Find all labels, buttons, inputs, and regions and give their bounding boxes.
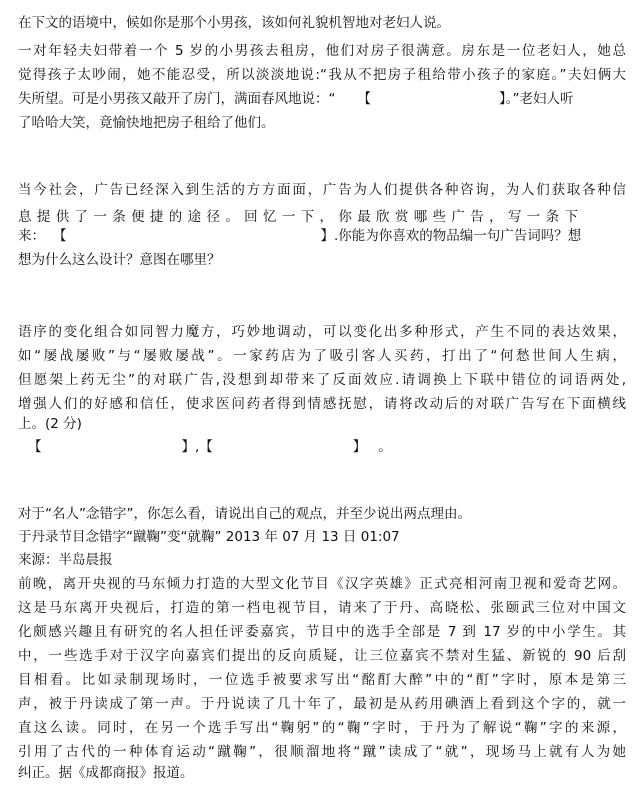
q2-paragraph-tail: .你能为你喜欢的物品编一句广告词吗？想 <box>334 228 582 244</box>
q4-source: 来源：半岛晨报 <box>18 552 113 568</box>
q2-bracket-open: 【 <box>53 228 67 244</box>
q3-paragraph-line: 增强人们的好感和信任，使求医问药者得到情感抚慰，请将改动后的对联广告写在下面横线 <box>18 396 626 412</box>
q3-answer-line <box>28 436 588 458</box>
q4-article-line: 纠正。据《成都商报》报道。 <box>18 765 194 781</box>
q4-article-line: 前晚，离开央视的马东倾力打造的大型文化节目《汉字英雄》正式亮相河南卫视和爱奇艺网。 <box>18 576 626 592</box>
q3-end-mark: 。 <box>378 439 392 455</box>
q1-paragraph-line: 了哈哈大笑，竟愉快地把房子租给了他们。 <box>18 115 275 131</box>
q4-article-line: 目相看。比如录制现场时，一位选手被要求写出“酩酊大醉”中的“酊”字时，原本是第三 <box>18 672 626 688</box>
q1-bracket-open: 【 <box>357 91 371 107</box>
q4-article-line: 引用了古代的一种体育运动“蹴鞠”，很顺溜地将“蹴”读成了“就”，现场马上就有人为她 <box>18 744 626 760</box>
q3-separator: , <box>195 439 200 455</box>
q4-article-line: 中，一些选手对于汉字向嘉宾们提出的反向质疑，让三位嘉宾不禁对生猛、新锐的 90 后刮 <box>18 648 626 664</box>
q1-paragraph-tail: 。”老妇人听 <box>505 91 574 107</box>
q3-bracket-close: 】 <box>352 439 367 455</box>
q1-paragraph-line: 一对年轻夫妇带着一个 5 岁的小男孩去租房，他们对房子很满意。房东是一位老妇人，她总 <box>18 43 626 59</box>
q1-bracket-close: 】 <box>499 91 506 107</box>
q2-paragraph-line: 息提供了一条便捷的途径。回忆一下，你最欣赏哪些广告，写一条下 <box>18 209 578 225</box>
q4-article-line: 直这么读。同时，在另一个选手写出“鞠躬”的“鞠”字时，于丹为了解说“鞠”字的来源， <box>18 720 626 736</box>
q1-instruction: 在下文的语境中，候如你是那个小男孩，该如何礼貌机智地对老妇人说。 <box>18 15 450 31</box>
q2-bracket-close: 】 <box>320 228 334 244</box>
q3-paragraph-line: 语序的变化组合如同智力魔方，巧妙地调动，可以变化出多种形式，产生不同的表达效果， <box>18 324 626 340</box>
q3-bracket-close: 】 <box>181 439 195 455</box>
q4-headline: 于丹录节目念错字“蹴鞠”变“就鞠” 2013 年 07 月 13 日 01:07 <box>18 529 400 545</box>
q3-bracket-open: 【 <box>199 439 213 455</box>
q3-paragraph-line: 如“屡战屡败”与“屡败屡战”。一家药店为了吸引客人买药，打出了“何愁世间人生病， <box>18 348 626 364</box>
q4-prompt: 对于“名人”念错字”，你怎么看，请说出自己的观点，并至少说出两点理由。 <box>18 506 471 522</box>
q3-paragraph-line: 上。(2 分) <box>18 416 82 432</box>
q2-paragraph-line: 当今社会，广告已经深入到生活的方方面面，广告为人们提供各种咨询，为人们获取各种信 <box>18 182 626 198</box>
q3-bracket-open: 【 <box>28 439 42 455</box>
q4-article-line: 这是马东离开央视后，打造的第一档电视节目，请来了于丹、高晓松、张颐武三位对中国文 <box>18 600 626 616</box>
q2-paragraph-text: 来： <box>18 228 45 244</box>
q1-paragraph-line: 觉得孩子太吵闹，她不能忍受，所以淡淡地说:“我从不把房子租给带小孩子的家庭。”夫妇俩大 <box>18 67 626 83</box>
q2-answer-line <box>18 225 626 247</box>
q2-paragraph-line: 想为什么这么设计？意图在哪里？ <box>18 252 221 268</box>
q1-answer-line <box>18 88 626 110</box>
q4-article-line: 声，被于丹读成了第一声。于丹说读了几十年了，最初是从药用碘酒上看到这个字的，就一 <box>18 696 626 712</box>
q3-paragraph-line: 但愿架上药无尘”的对联广告,没想到却带来了反面效应.请调换上下联中错位的词语两处, <box>18 372 626 388</box>
q4-article-line: 化颇感兴趣且有研究的名人担任评委嘉宾，节目中的选手全部是 7 到 17 岁的中小学生。其 <box>18 624 626 640</box>
q1-paragraph-text: 失所望。可是小男孩又敲开了房门，满面春风地说：“ <box>18 91 336 107</box>
